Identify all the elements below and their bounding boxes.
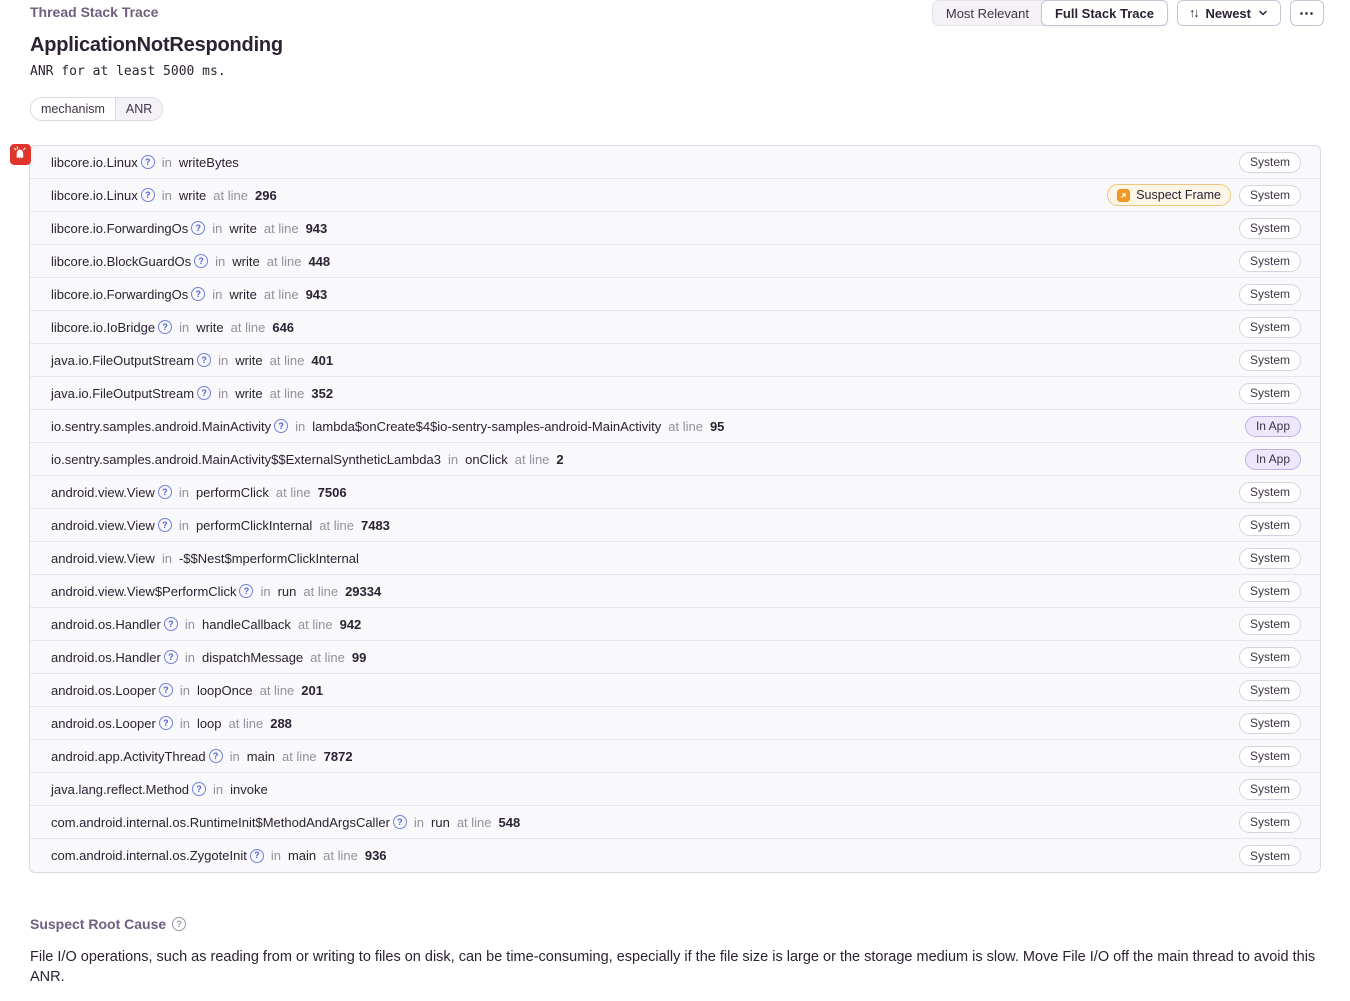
frame-function: performClickInternal [195,517,313,533]
frame-line-number: 401 [311,352,334,368]
stack-frame-row[interactable] [30,806,1320,839]
frame-atline-keyword: at line [297,616,333,632]
frame-description [51,683,323,698]
frame-line-number: 646 [272,319,295,335]
frame-function: lambda$onCreate$4$io-sentry-samples-android-MainActivity [312,418,662,434]
frame-function: write [235,385,263,401]
frame-line-number: 936 [364,848,387,863]
suspect-root-cause-title: Suspect Root Cause [30,916,167,932]
frame-origin-badge: System [1239,317,1301,338]
help-icon[interactable]: ? [274,419,288,433]
stack-frame-row[interactable] [30,278,1320,311]
help-icon[interactable]: ? [197,386,211,400]
mechanism-tag[interactable] [30,97,163,121]
frame-module: android.view.View [51,550,155,566]
frame-module: android.os.Looper [51,682,156,698]
frame-badges [1239,482,1301,503]
event-title: ApplicationNotResponding [30,34,283,56]
frame-description [51,155,239,170]
frame-in-keyword: in [161,550,172,566]
frame-module: android.view.View [51,484,155,500]
frame-badges [1239,713,1301,734]
frame-function: -$$Nest$mperformClickInternal [178,550,359,566]
frame-function: write [229,286,257,302]
stack-frame-row[interactable] [30,509,1320,542]
frame-function: performClick [195,484,269,500]
frame-function: invoke [230,781,268,797]
frame-origin-badge: System [1239,185,1301,206]
frame-line-number: 352 [311,385,334,401]
help-icon[interactable]: ? [239,584,253,598]
frame-atline-keyword: at line [514,451,550,467]
suspect-frame-label: Suspect Frame [1136,188,1221,202]
frame-badges [1239,548,1301,569]
frame-origin-badge: In App [1245,449,1301,470]
frame-description [51,188,277,203]
stack-frame-row[interactable] [30,146,1320,179]
frame-origin-badge: System [1239,713,1301,734]
frame-description [51,353,333,368]
frame-line-number: 29334 [345,583,382,599]
help-icon[interactable]: ? [159,716,173,730]
frame-in-keyword: in [161,154,172,170]
frame-line-number: 942 [339,616,362,632]
frame-description [51,485,347,500]
help-icon[interactable]: ? [191,287,205,301]
frame-line-number: 943 [305,220,328,236]
frame-description [51,716,292,731]
frame-badges [1239,812,1301,833]
frame-function: loop [196,715,222,731]
frame-in-keyword: in [447,451,459,467]
frame-description [51,452,564,467]
frame-origin-badge: System [1239,812,1301,833]
frame-origin-badge: System [1239,482,1301,503]
toggle-most-relevant[interactable]: Most Relevant [945,5,1029,21]
frame-module: libcore.io.Linux [51,187,138,203]
frame-description [51,650,366,665]
stack-frame-row[interactable] [30,542,1320,575]
frame-module: android.app.ActivityThread [51,748,206,764]
frame-description [51,551,359,566]
frame-in-keyword: in [178,484,189,500]
frame-badges [1239,284,1301,305]
frame-module: android.view.View$PerformClick [51,583,237,599]
chevron-down-icon [1257,7,1269,19]
frame-module: android.os.Looper [51,715,156,731]
frame-in-keyword: in [413,814,425,830]
frame-badges [1239,383,1301,404]
tag-key: mechanism [31,98,115,120]
view-toggle [932,0,1168,26]
frame-module: libcore.io.BlockGuardOs [51,253,192,269]
frame-line-number: 288 [270,715,292,731]
frame-line-number: 7872 [323,748,353,764]
help-icon[interactable]: ? [197,353,211,367]
frame-badges [1239,845,1301,866]
frame-function: onClick [465,451,508,467]
frame-in-keyword: in [184,616,195,632]
stack-frame-row[interactable] [30,707,1320,740]
frame-atline-keyword: at line [319,517,354,533]
stack-trace-table [29,145,1321,873]
frame-badges [1239,647,1301,668]
help-icon[interactable]: ? [164,650,178,664]
frame-origin-badge: System [1239,746,1301,767]
frame-in-keyword: in [270,848,281,863]
frame-origin-badge: System [1239,779,1301,800]
frame-in-keyword: in [218,385,229,401]
frame-origin-badge: System [1239,845,1301,866]
sort-dropdown[interactable] [1177,0,1281,26]
stack-frame-row[interactable] [30,575,1320,608]
frame-origin-badge: System [1239,350,1301,371]
frame-badges [1239,350,1301,371]
frame-description [51,386,333,401]
frame-badges [1239,581,1301,602]
frame-line-number: 95 [709,418,725,434]
sort-arrows-icon: ↑↓ [1188,6,1198,20]
frame-module: java.io.FileOutputStream [51,352,195,368]
help-icon[interactable]: ? [141,155,155,169]
frame-atline-keyword: at line [275,484,311,500]
stack-frame-row[interactable] [30,443,1320,476]
frame-badges [1107,184,1301,206]
frame-line-number: 201 [301,682,323,698]
frame-in-keyword: in [260,583,271,599]
frame-description [51,221,327,236]
frame-line-number: 448 [308,253,331,269]
frame-atline-keyword: at line [269,385,305,401]
frame-origin-badge: System [1239,647,1301,668]
frame-description [51,419,724,434]
frame-atline-keyword: at line [668,418,703,434]
stack-frame-row[interactable] [30,641,1320,674]
frame-badges [1239,218,1301,239]
help-icon[interactable]: ? [209,749,223,763]
question-circle-icon[interactable]: ? [172,917,186,931]
frame-badges [1239,251,1301,272]
frame-line-number: 2 [556,451,564,467]
frame-function: write [232,253,260,269]
help-icon[interactable]: ? [158,320,172,334]
frame-origin-badge: System [1239,284,1301,305]
help-icon[interactable]: ? [194,254,208,268]
frame-module: java.io.FileOutputStream [51,385,195,401]
frame-badges [1239,152,1301,173]
toolbar [932,0,1324,26]
frame-module: io.sentry.samples.android.MainActivity$$ExternalSyntheticLambda3 [51,451,441,467]
frame-function: write [178,187,207,203]
frame-origin-badge: System [1239,581,1301,602]
stack-frame-row[interactable] [30,245,1320,278]
stack-frame-row[interactable] [30,212,1320,245]
help-icon[interactable]: ? [164,617,178,631]
frame-function: writeBytes [178,154,239,170]
frame-in-keyword: in [229,748,240,764]
stack-frame-row[interactable] [30,179,1320,212]
help-icon[interactable]: ? [191,221,205,235]
help-icon[interactable]: ? [393,815,407,829]
frame-atline-keyword: at line [263,220,299,236]
frame-description [51,320,294,335]
frame-in-keyword: in [212,286,223,302]
frame-in-keyword: in [178,517,189,533]
frame-badges [1245,449,1301,470]
frame-line-number: 296 [255,187,277,203]
frame-badges [1239,317,1301,338]
frame-badges [1239,614,1301,635]
frame-module: libcore.io.IoBridge [51,319,156,335]
frame-description [51,254,330,269]
more-options-button[interactable] [1290,0,1324,26]
frame-atline-keyword: at line [263,286,299,302]
frame-line-number: 7483 [360,517,390,533]
frame-function: handleCallback [201,616,291,632]
frame-in-keyword: in [179,319,190,335]
frame-description [51,287,327,302]
frame-badges [1239,746,1301,767]
frame-module: libcore.io.ForwardingOs [51,286,189,302]
stack-frame-row[interactable] [30,608,1320,641]
frame-in-keyword: in [213,781,224,797]
frame-module: libcore.io.ForwardingOs [51,220,189,236]
frame-module: com.android.internal.os.ZygoteInit [51,848,247,863]
frame-description [51,815,520,830]
frame-atline-keyword: at line [266,253,302,269]
tag-value: ANR [115,98,162,120]
frame-description [51,617,361,632]
frame-atline-keyword: at line [228,715,264,731]
frame-description [51,584,381,599]
frame-atline-keyword: at line [310,649,345,665]
frame-description [51,749,353,764]
frame-origin-badge: System [1239,218,1301,239]
help-icon[interactable]: ? [158,518,172,532]
frame-module: android.view.View [51,517,155,533]
frame-function: write [196,319,224,335]
frame-function: run [277,583,297,599]
stack-frame-row[interactable] [30,674,1320,707]
help-icon[interactable]: ? [192,782,206,796]
frame-function: write [229,220,257,236]
frame-atline-keyword: at line [213,187,248,203]
frame-badges [1239,515,1301,536]
page-title: Thread Stack Trace [30,4,159,20]
sort-label: Newest [1205,5,1251,21]
frame-in-keyword: in [184,649,195,665]
help-icon[interactable]: ? [158,485,172,499]
stack-frame-row[interactable] [30,839,1320,872]
frame-atline-keyword: at line [303,583,339,599]
event-subtitle: ANR for at least 5000 ms. [30,64,226,79]
suspect-frame-badge[interactable] [1107,184,1231,206]
frame-module: io.sentry.samples.android.MainActivity [51,418,272,434]
frame-in-keyword: in [295,418,306,434]
stack-frame-row[interactable] [30,344,1320,377]
stack-frame-row[interactable] [30,740,1320,773]
frame-line-number: 548 [498,814,521,830]
frame-description [51,518,390,533]
frame-module: android.os.Handler [51,616,161,632]
toggle-full-stack-trace[interactable]: Full Stack Trace [1041,0,1168,26]
frame-module: android.os.Handler [51,649,161,665]
frame-origin-badge: In App [1245,416,1301,437]
frame-module: com.android.internal.os.RuntimeInit$MethodAndArgsCaller [51,814,390,830]
suspect-root-cause-body: File I/O operations, such as reading from or writing to files on disk, can be time-consuming, especially if the file size is large or the storage medium is slow. Move File I/O off the main thread to avoid this ANR. [30,949,1316,985]
stack-frame-row[interactable] [30,377,1320,410]
frame-origin-badge: System [1239,251,1301,272]
frame-in-keyword: in [215,253,226,269]
frame-line-number: 99 [351,649,367,665]
frame-in-keyword: in [161,187,172,203]
frame-function: loopOnce [196,682,253,698]
frame-in-keyword: in [179,682,190,698]
external-link-icon [1117,189,1130,202]
frame-origin-badge: System [1239,383,1301,404]
frame-atline-keyword: at line [269,352,305,368]
frame-description [51,848,387,863]
frame-atline-keyword: at line [456,814,492,830]
stack-frame-row[interactable] [30,476,1320,509]
frame-in-keyword: in [218,352,229,368]
ellipsis-icon: ⋯ [1299,5,1315,22]
frame-origin-badge: System [1239,614,1301,635]
help-icon[interactable]: ? [250,849,264,863]
frame-badges [1239,680,1301,701]
frame-badges [1239,779,1301,800]
anr-error-icon [10,144,31,165]
frame-function: main [246,748,275,764]
frame-module: libcore.io.Linux [51,154,138,170]
frame-in-keyword: in [212,220,223,236]
frame-atline-keyword: at line [323,848,358,863]
frame-origin-badge: System [1239,152,1301,173]
frame-atline-keyword: at line [259,682,295,698]
frame-function: dispatchMessage [201,649,304,665]
frame-function: run [431,814,450,830]
stack-frame-row[interactable] [30,410,1320,443]
frame-line-number: 943 [305,286,328,302]
suspect-root-cause-heading [30,916,186,932]
frame-atline-keyword: at line [230,319,266,335]
frame-function: write [235,352,263,368]
frame-origin-badge: System [1239,680,1301,701]
stack-frame-row[interactable] [30,311,1320,344]
frame-origin-badge: System [1239,548,1301,569]
frame-module: java.lang.reflect.Method [51,781,190,797]
frame-function: main [287,848,317,863]
frame-in-keyword: in [179,715,190,731]
frame-line-number: 7506 [317,484,347,500]
help-icon[interactable]: ? [141,188,155,202]
stack-frame-row[interactable] [30,773,1320,806]
frame-origin-badge: System [1239,515,1301,536]
frame-description [51,782,268,797]
help-icon[interactable]: ? [159,683,173,697]
frame-atline-keyword: at line [281,748,317,764]
frame-badges [1245,416,1301,437]
